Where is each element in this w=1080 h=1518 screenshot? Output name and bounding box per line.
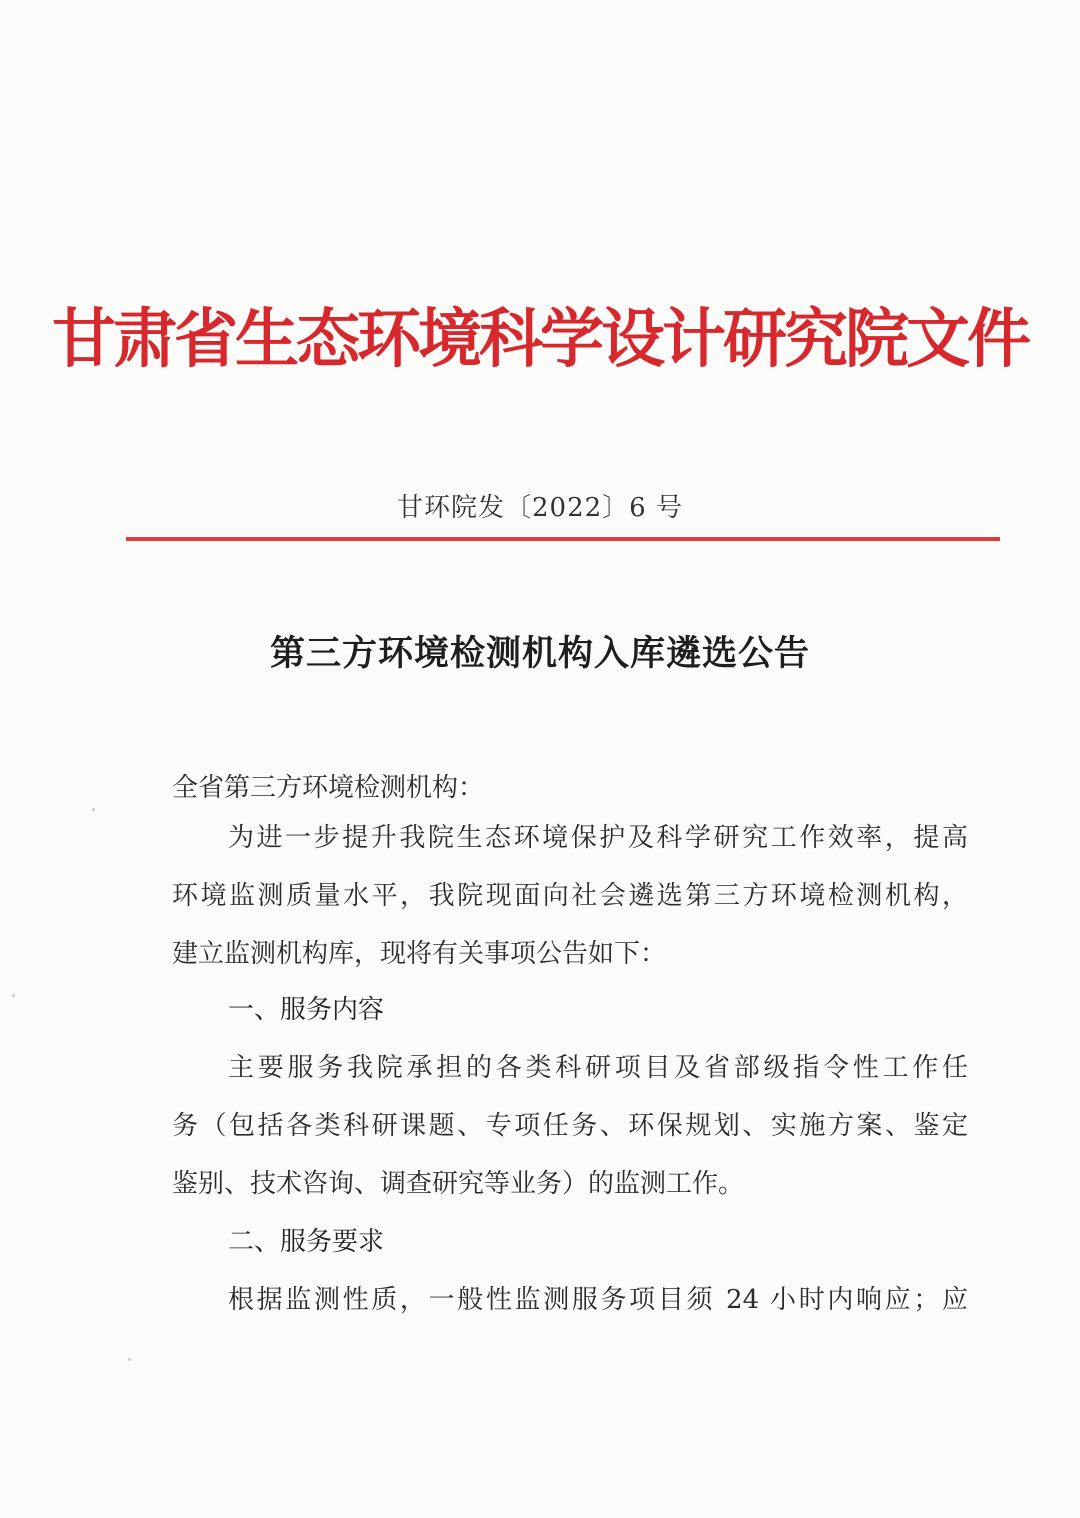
- section2-heading: 二、服务要求: [228, 1227, 385, 1257]
- section1-line-3: 鉴别、技术咨询、调查研究等业务）的监测工作。: [172, 1169, 745, 1199]
- scan-speck: [12, 994, 15, 997]
- intro-line-2: 环境监测质量水平，我院现面向社会遴选第三方环境检测机构，: [172, 881, 968, 911]
- issuer-red-header: 甘肃省生态环境科学设计研究院文件: [52, 303, 1028, 377]
- section1-heading: 一、服务内容: [228, 995, 385, 1025]
- section1-line-2: 务（包括各类科研课题、专项任务、环保规划、实施方案、鉴定: [172, 1111, 968, 1141]
- salutation: 全省第三方环境检测机构：: [172, 773, 485, 803]
- intro-line-1: 为进一步提升我院生态环境保护及科学研究工作效率，提高: [228, 823, 968, 853]
- scan-speck: [128, 1358, 131, 1361]
- scan-speck: [92, 808, 95, 811]
- red-divider-rule: [126, 537, 1000, 541]
- section1-line-1: 主要服务我院承担的各类科研项目及省部级指令性工作任: [228, 1053, 968, 1083]
- section2-line-1: 根据监测性质，一般性监测服务项目须 24 小时内响应；应: [228, 1285, 968, 1315]
- intro-line-3: 建立监测机构库，现将有关事项公告如下：: [172, 939, 667, 969]
- document-title: 第三方环境检测机构入库遴选公告: [269, 633, 810, 674]
- document-number: 甘环院发〔2022〕6 号: [397, 493, 683, 523]
